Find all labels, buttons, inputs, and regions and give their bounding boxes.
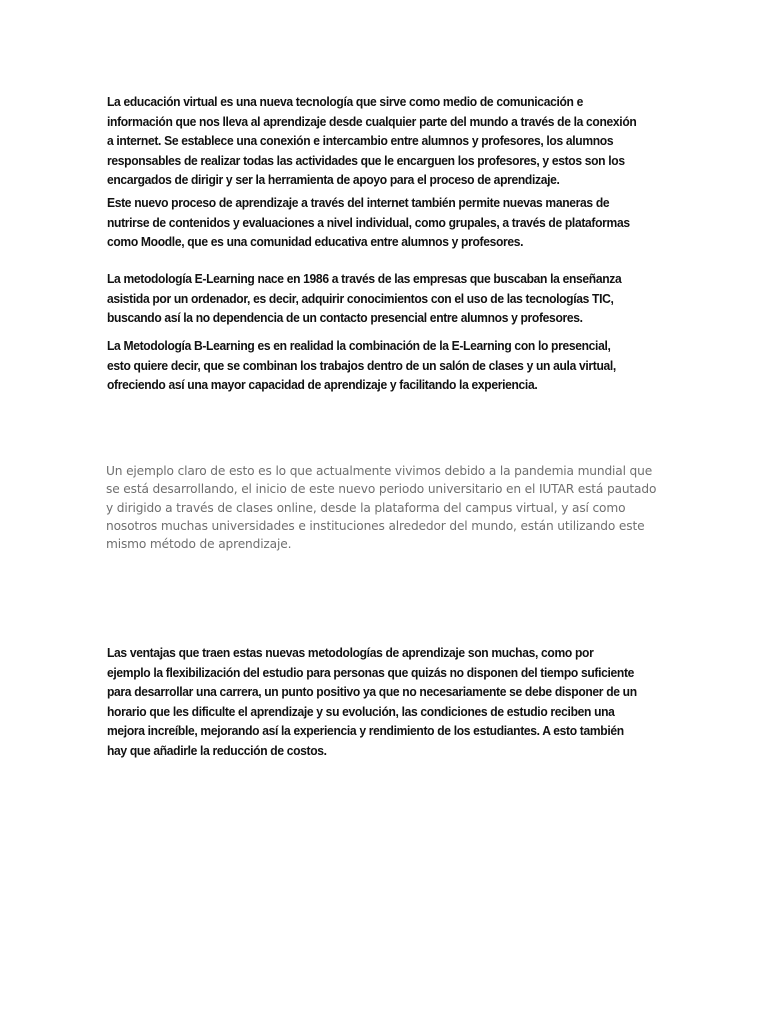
paragraph-pandemic-example: Un ejemplo claro de esto es lo que actualmente vivimos debido a la pandemia mundial que se está desarrollando, el inicio de este nuevo periodo universitario en el IUTAR está pautado y dirigido a través de clases online, desde la plataforma del campus virtual, y así como nosotros muchas universidades e instituciones alrededor del mundo, están utilizando este mismo método de aprendizaje. <box>106 464 657 552</box>
paragraph-advantages: Las ventajas que traen estas nuevas metodologías de aprendizaje son muchas, como por ejemplo la flexibilización del estudio para personas que quizás no disponen del tiempo suficiente para desarrollar una carrera, un punto positivo ya que no necesariamente se debe disponer de un horario que les dificulte el aprendizaje y su evolución, las condiciones de estudio reciben una mejora increíble, mejorando así la experiencia y rendimiento de los estudiantes. A esto también hay que añadirle la reducción de costos. <box>107 646 637 758</box>
paragraph-internet-learning: Este nuevo proceso de aprendizaje a través del internet también permite nuevas maneras de nutrirse de contenidos y evaluaciones a nivel individual, como grupales, a través de plataformas como Moodle, que es una comunidad educativa entre alumnos y profesores. <box>107 196 630 249</box>
paragraph-b-learning: La Metodología B-Learning es en realidad la combinación de la E-Learning con lo presencial, esto quiere decir, que se combinan los trabajos dentro de un salón de clases y un aula virtual, ofreciendo así una mayor capacidad de aprendizaje y facilitando la experiencia. <box>107 339 616 392</box>
paragraph-virtual-education: La educación virtual es una nueva tecnología que sirve como medio de comunicación e información que nos lleva al aprendizaje desde cualquier parte del mundo a través de la conexión a internet. Se establece una conexión e intercambio entre alumnos y profesores, los alumnos responsables de realizar todas las actividades que le encarguen los profesores, y estos son los encargados de dirigir y ser la herramienta de apoyo para el proceso de aprendizaje. <box>107 95 637 187</box>
paragraph-e-learning: La metodología E-Learning nace en 1986 a través de las empresas que buscaban la enseñanza asistida por un ordenador, es decir, adquirir conocimientos con el uso de las tecnologías TIC, buscando así la no dependencia de un contacto presencial entre alumnos y profesores. <box>107 272 622 325</box>
